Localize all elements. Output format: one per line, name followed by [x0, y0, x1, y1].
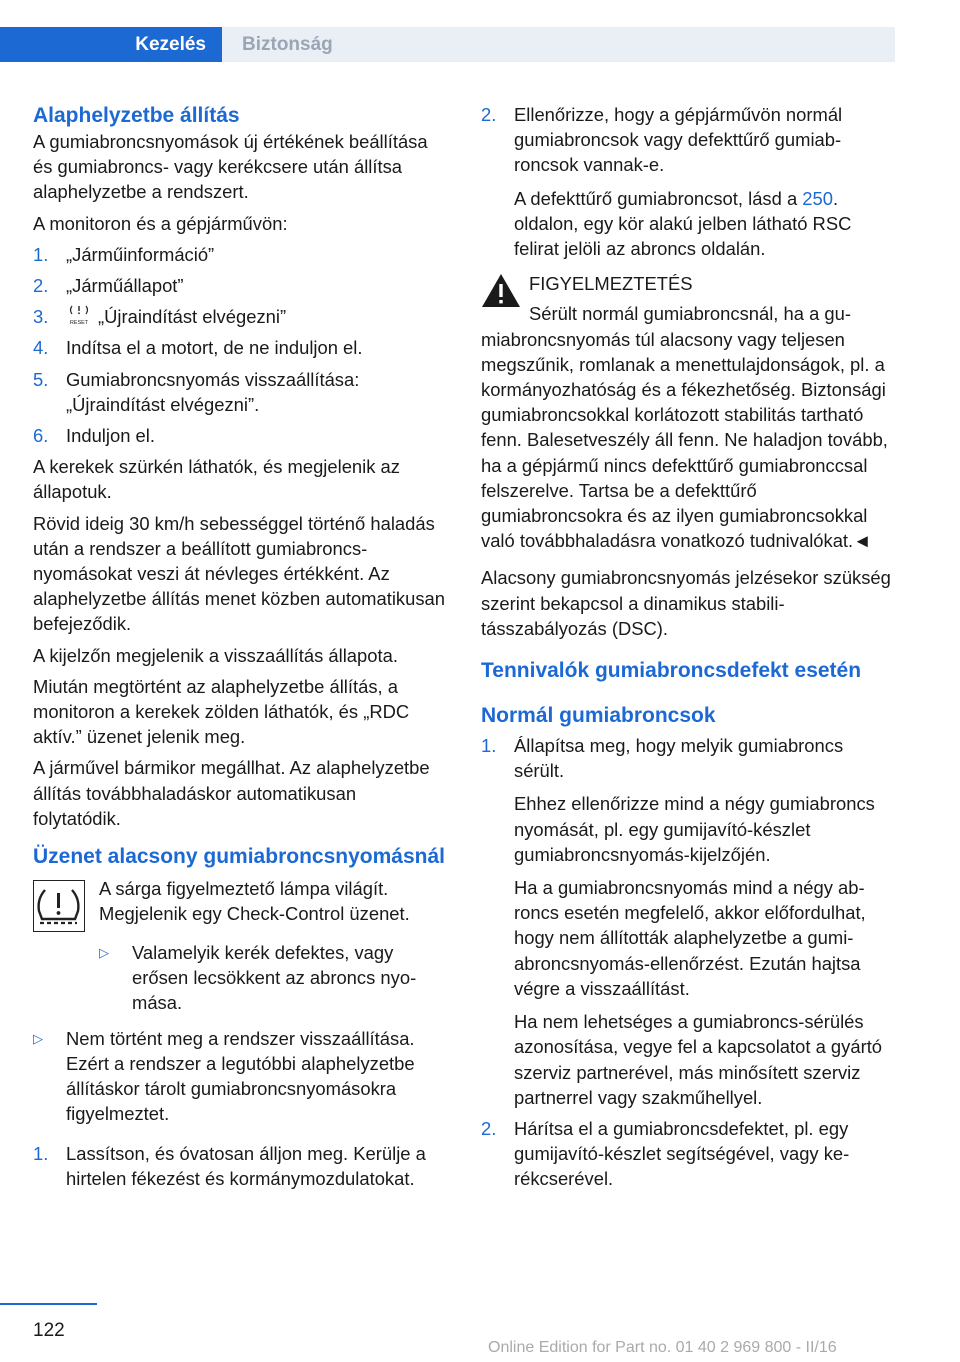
tab-biztonsag[interactable]: Biztonság [222, 27, 895, 62]
paragraph: Rövid ideig 30 km/h sebességgel történő haladás után a rendszer a beállított gumiabroncsnyomásokat veszi át névleges értékként. Az alaphelyzetbe állítás menet közben automatikusan befejeződik. [33, 512, 446, 635]
list-item: 2. Ellenőrizze, hogy a gépjárművön normál gumiabroncsok vagy defekttűrő gumiabroncsok vannak-e. A defekttűrő gumiabroncsot, lásd a 250. oldalon, egy kör alakú jelben látható RSC felirat jelöli az abroncs oldalán. [481, 104, 852, 260]
reset-icon [66, 304, 92, 326]
paragraph: A kerekek szürkén láthatók, és megjelenik az állapotuk. [33, 456, 400, 503]
reset-heading: Alaphelyzetbe állítás [33, 104, 240, 127]
normal-tire-heading: Normál gumiabroncsok [481, 704, 716, 728]
list-item: 4. Indítsa el a motort, de ne induljon el. [33, 337, 363, 359]
page-link[interactable]: 250 [802, 187, 833, 209]
list-item: 2. Hárítsa el a gumiabroncsdefektet, pl. egy gumijavító-készlet segítségével, vagy kerékcserével. [481, 1117, 850, 1190]
triangle-bullet-icon: ▷ [33, 1030, 43, 1046]
stop-steps [33, 1141, 445, 1191]
defect-steps [481, 733, 896, 1191]
lamp-bullets [99, 940, 445, 1016]
low-pressure-heading: Üzenet alacsony gumiabroncsnyomásnál [33, 845, 445, 869]
left-column [33, 102, 445, 1197]
list-item: 1. Lassítson, és óvatosan álljon meg. Kerülje a hirtelen fékezést és kormánymozdulatokat. [33, 1142, 426, 1189]
list-item: 1. „Járműinformáció” [33, 243, 215, 265]
list-item: 6. Induljon el. [33, 425, 155, 447]
defect-heading: Tennivalók gumiabroncsdefekt esetén [481, 659, 862, 683]
list-item: ▷ Valamelyik kerék defektes, vagy erősen lecsökkent az abroncs nyomása. [99, 942, 417, 1014]
dsc-paragraph: Alacsony gumiabroncsnyomás jelzésekor szükség szerint bekapcsol a dinamikus stabilitásszabályozás (DSC). [481, 567, 891, 639]
tire-pressure-warning-icon [33, 880, 85, 932]
monitor-label: A monitoron és a gépjárművön: [33, 212, 288, 234]
paragraph: Miután megtörtént az alaphelyzetbe állítás, a monitoron a kerekek zölden láthatók, és „RDC aktív.” üzenet jelenik meg. [33, 675, 410, 748]
paragraph: A járművel bármikor megállhat. Az alaphelyzetbe állítás továbbhaladáskor automatikusan folytatódik. [33, 757, 430, 829]
warning-icon [481, 273, 521, 308]
page-number: 122 [33, 1320, 65, 1341]
list-item: 1. Állapítsa meg, hogy melyik gumiabroncs sérült. Ehhez ellenőrizze mind a négy gumiabroncs nyomását, pl. egy gumijavító-készlet gumiabroncsnyomás-kijelzőjén. Ha a gumiabroncsnyomás mind a négy abroncs esetén megfelelő, akkor előfordulhat, hogy nem állították alaphelyzetbe a gumiabroncsnyomás-ellenőrzést. Ezután hajtsa végre a visszaállítást. Ha nem lehetséges a gumiabroncs-sérülés azonosítása, vegye fel a kapcsolatot a gyártó szerviz partnerével, más minősített szerviz partnerrel vagy szakműhellyel. [481, 735, 883, 1108]
right-column [481, 102, 896, 1198]
lamp-message: A sárga figyelmeztető lámpa világít. Megjelenik egy Check-Control üzenet. [33, 876, 445, 932]
list-item: ▷ Nem történt meg a rendszer visszaállítása. Ezért a rendszer a legutóbbi alaphelyzetbe állításkor tárolt gumiabroncsnyomásokra figyelmeztet. [33, 1027, 415, 1125]
tab-kezeles[interactable]: Kezelés [0, 27, 222, 62]
svg-text:RESET: RESET [69, 320, 89, 327]
triangle-bullet-icon: ▷ [99, 945, 109, 961]
list-item: 3. RESET „Újraindítást elvégezni” [33, 306, 287, 328]
check-steps [481, 102, 896, 261]
reset-steps [33, 242, 445, 448]
reset-intro: A gumiabroncsnyomások új értékének beállítása és gumiabroncs- vagy kerékcsere után állítsa alaphelyzetbe a rendszert. [33, 131, 428, 203]
list-item: 2. „Járműállapot” [33, 275, 184, 297]
reset-bullets [33, 1026, 445, 1127]
list-item: 5. Gumiabroncsnyomás visszaállítása: „Újraindítást elvégezni”. [33, 368, 360, 415]
edition-note: Online Edition for Part no. 01 40 2 969 800 - II/16 [488, 1339, 837, 1356]
footer-rule [0, 1303, 97, 1305]
warning-title: FIGYELMEZTETÉS [529, 273, 693, 295]
paragraph: A kijelzőn megjelenik a visszaállítás állapota. [33, 644, 398, 666]
warning-box [481, 271, 896, 553]
chapter-tabs [0, 0, 895, 62]
warning-text: Sérült normál gumiabroncsnál, ha a gumiabroncsnyomás túl alacsony vagy teljesen megszűnik, romlanak a menettulajdonságok, pl. a kormányozhatóság és a fékezhetőség. Biztonsági gumiabroncsokkal korlátozott stabilitás tartható fenn. Balesetveszély áll fenn. Ne haladjon tovább, ha a gépjármű nincs defekttűrő gumiabronccsal felszerelve. Tartsa be a defekttűrő gumiabroncsokra és az ilyen gumiabroncsokkal való továbbhaladásra vonatkozó tudnivalókat.◄ [481, 303, 888, 552]
